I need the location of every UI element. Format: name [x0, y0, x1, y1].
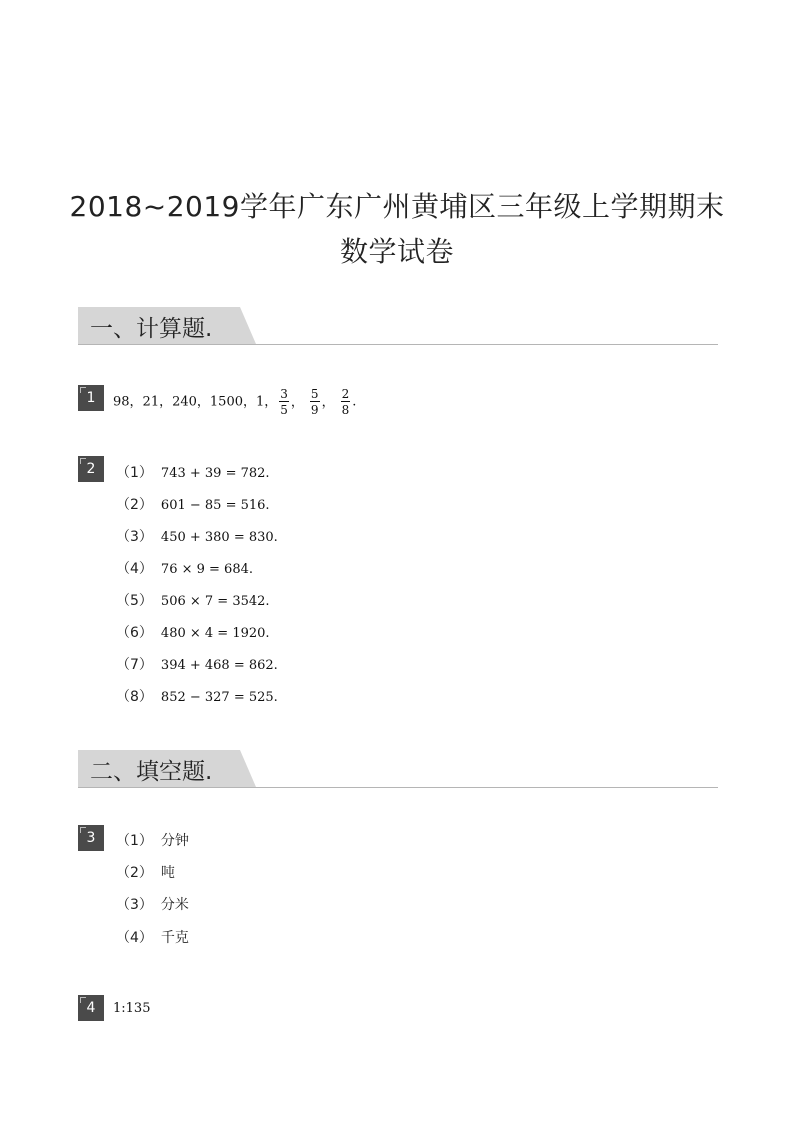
item-label: （1） — [116, 465, 153, 481]
q2-item — [116, 526, 278, 546]
question-number-badge — [78, 456, 104, 482]
q3-item — [116, 830, 189, 850]
separator: ， — [321, 394, 335, 410]
question-number-badge — [78, 995, 104, 1021]
item-label: （1） — [116, 833, 153, 849]
question-number: 4 — [86, 1000, 96, 1016]
item-expression: 506 × 7 = 3542. — [160, 594, 270, 609]
page-subtitle: 数学试卷 — [339, 235, 454, 268]
period: . — [352, 394, 357, 410]
item-answer: 分米 — [160, 897, 189, 913]
section-title: 一、计算题. — [90, 316, 213, 342]
corner-mark-icon — [80, 458, 86, 464]
item-expression: 480 × 4 = 1920. — [160, 626, 270, 641]
item-expression: 76 × 9 = 684. — [160, 562, 253, 577]
fraction-denominator: 5 — [280, 403, 288, 417]
q4-answer: 1:135 — [113, 1001, 151, 1016]
q3-item — [116, 894, 189, 914]
item-label: （5） — [116, 593, 153, 609]
fraction-denominator: 8 — [341, 403, 350, 417]
fraction — [310, 388, 320, 416]
corner-mark-icon — [80, 827, 86, 833]
item-label: （2） — [116, 497, 153, 513]
item-label: （3） — [116, 529, 153, 545]
q2-item — [116, 590, 270, 610]
fraction — [341, 388, 351, 416]
section-divider — [78, 344, 718, 345]
question-number-badge — [78, 825, 104, 851]
q2-item — [116, 462, 270, 482]
page-title: 2018~2019学年广东广州黄埔区三年级上学期期末 — [69, 190, 725, 223]
q2-item — [116, 494, 270, 514]
section-header-calculation — [78, 307, 718, 347]
item-label: （4） — [116, 930, 153, 946]
question-number-badge — [78, 385, 104, 411]
fraction-numerator: 3 — [280, 387, 288, 401]
q2-item — [116, 686, 278, 706]
item-expression: 601 − 85 = 516. — [160, 498, 270, 513]
question-number: 1 — [86, 390, 96, 406]
q2-item — [116, 654, 278, 674]
item-expression: 394 + 468 = 862. — [160, 658, 278, 673]
question-number: 3 — [86, 830, 96, 846]
corner-mark-icon — [80, 387, 86, 393]
q1-answer — [113, 388, 356, 416]
item-label: （8） — [116, 689, 153, 705]
item-label: （7） — [116, 657, 153, 673]
item-expression: 743 + 39 = 782. — [160, 466, 270, 481]
item-label: （3） — [116, 897, 153, 913]
section-divider — [78, 787, 718, 788]
item-label: （4） — [116, 561, 153, 577]
q3-item — [116, 862, 175, 882]
fraction-numerator: 2 — [341, 387, 350, 401]
q2-item — [116, 622, 270, 642]
section-header-fill-in — [78, 750, 718, 790]
fraction-denominator: 9 — [310, 403, 319, 417]
item-answer: 分钟 — [160, 833, 189, 849]
q2-item — [116, 558, 253, 578]
section-title: 二、填空题. — [90, 759, 213, 785]
question-number: 2 — [86, 461, 96, 477]
fraction — [279, 388, 289, 416]
fraction-numerator: 5 — [310, 387, 319, 401]
item-answer: 吨 — [160, 865, 175, 881]
separator: ， — [290, 394, 304, 410]
item-label: （6） — [116, 625, 153, 641]
item-expression: 852 − 327 = 525. — [160, 690, 278, 705]
item-label: （2） — [116, 865, 153, 881]
q1-answer-text: 98，21，240，1500，1， — [113, 394, 278, 410]
corner-mark-icon — [80, 997, 86, 1003]
item-answer: 千克 — [160, 930, 189, 946]
q3-item — [116, 927, 189, 947]
item-expression: 450 + 380 = 830. — [160, 530, 278, 545]
